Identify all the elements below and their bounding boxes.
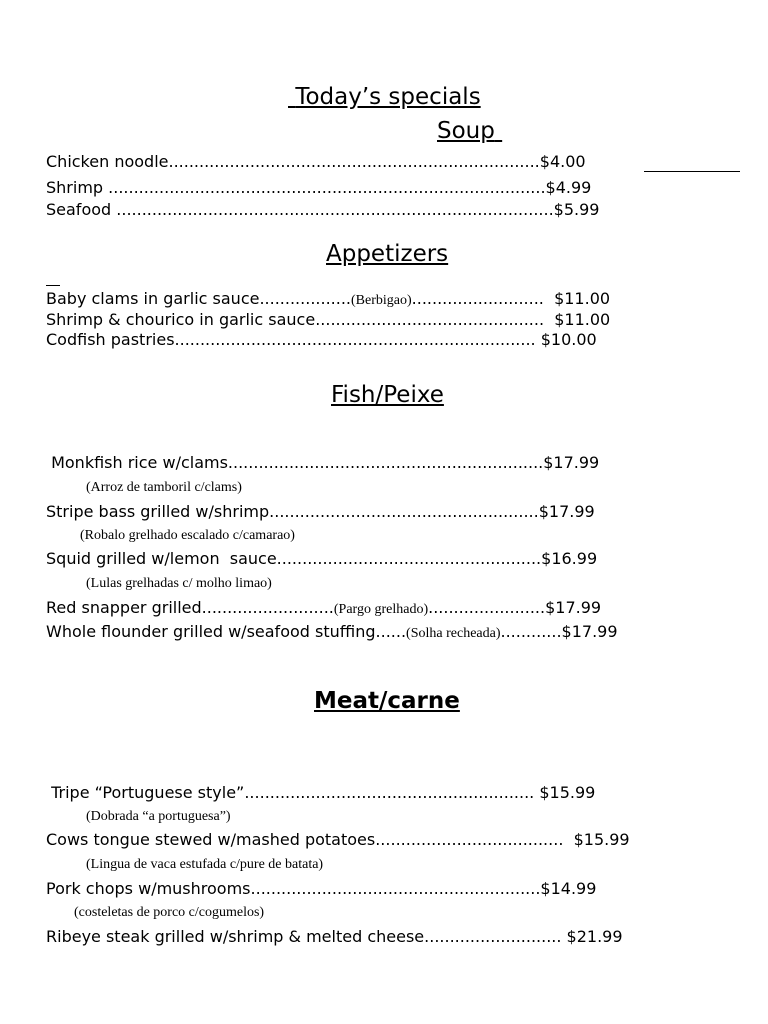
fish-heading: Fish/Peixe — [331, 382, 444, 408]
leader-dots: ......................................................... — [244, 783, 535, 802]
item-price: $4.99 — [545, 178, 592, 197]
underline-rule — [644, 171, 740, 172]
item-price: $4.00 — [539, 152, 586, 171]
item-name: Red snapper grilled — [46, 598, 202, 617]
item-price: $16.99 — [541, 549, 598, 568]
item-name: Codfish pastries — [46, 330, 175, 349]
item-price: $17.99 — [543, 453, 600, 472]
menu-item-whole-flounder — [46, 622, 618, 644]
item-translation: (costeletas de porco c/cogumelos) — [74, 905, 265, 920]
item-price: $11.00 — [543, 289, 611, 308]
item-translation: (Dobrada “a portuguesa”) — [86, 809, 231, 824]
item-price: $17.99 — [561, 622, 618, 641]
leader-dots: ............ — [500, 622, 562, 641]
menu-item-monkfish — [46, 453, 599, 473]
item-price: $15.99 — [563, 830, 630, 849]
item-name: Pork chops w/mushrooms — [46, 879, 251, 898]
item-name: Seafood — [46, 200, 117, 219]
item-price: $17.99 — [545, 598, 602, 617]
leader-dots: ..................................... — [375, 830, 564, 849]
item-name: Tripe “Portuguese style” — [46, 783, 245, 802]
item-translation: (Lingua de vaca estufada c/pure de batata) — [86, 857, 324, 872]
leader-dots: ............................................. — [315, 310, 545, 329]
leader-dots: ..................................................... — [269, 502, 539, 521]
item-price: $10.00 — [535, 330, 597, 349]
item-price: $21.99 — [561, 927, 623, 946]
item-alt-name: (Solha recheada) — [406, 626, 501, 641]
item-price: $11.00 — [544, 310, 611, 329]
item-translation: (Robalo grelhado escalado c/camarao) — [80, 528, 295, 543]
item-name: Stripe bass grilled w/shrimp — [46, 502, 270, 521]
page-title: Today’s specials — [295, 84, 481, 110]
leader-dots: ........................... — [424, 927, 562, 946]
item-alt-name: (Berbigao) — [351, 293, 412, 308]
leader-dots: .................. — [259, 289, 351, 308]
item-price: $15.99 — [534, 783, 596, 802]
leader-dots: ......................................................................... — [168, 152, 540, 171]
menu-item-stripe-bass — [46, 502, 595, 522]
menu-item-squid — [46, 549, 597, 569]
menu-item-baby-clams — [46, 289, 610, 311]
leader-dots: ...... — [375, 622, 407, 641]
item-name: Squid grilled w/lemon sauce — [46, 549, 277, 568]
underline-rule — [46, 285, 60, 286]
soup-heading: Soup — [437, 118, 495, 144]
menu-item-shrimp-soup — [46, 178, 591, 198]
item-name: Baby clams in garlic sauce — [46, 289, 260, 308]
leader-dots: .............................................................. — [227, 453, 544, 472]
leader-dots: ......................................................... — [250, 879, 541, 898]
item-name: Monkfish rice w/clams — [46, 453, 228, 472]
menu-item-pork-chops — [46, 879, 596, 899]
item-name: Shrimp — [46, 178, 109, 197]
menu-item-ribeye-steak — [46, 927, 623, 947]
leader-dots: ....................... — [428, 598, 546, 617]
item-alt-name: (Pargo grelhado) — [333, 602, 429, 617]
menu-item-chicken-noodle — [46, 152, 586, 172]
item-name: Whole flounder grilled w/seafood stuffing — [46, 622, 376, 641]
menu-item-red-snapper — [46, 598, 601, 620]
leader-dots: .................................................... — [276, 549, 542, 568]
menu-item-seafood-soup — [46, 200, 599, 220]
item-name: Shrimp & chourico in garlic sauce — [46, 310, 316, 329]
item-price: $17.99 — [538, 502, 595, 521]
item-price: $5.99 — [553, 200, 600, 219]
item-name: Cows tongue stewed w/mashed potatoes — [46, 830, 376, 849]
leader-dots: ...................................................................................... — [116, 200, 554, 219]
leader-dots: .......................... — [411, 289, 544, 308]
menu-item-tripe — [46, 783, 595, 803]
menu-item-cows-tongue — [46, 830, 630, 850]
leader-dots: .......................... — [201, 598, 334, 617]
item-name: Ribeye steak grilled w/shrimp & melted cheese — [46, 927, 425, 946]
appetizers-heading: Appetizers — [326, 241, 449, 267]
item-translation: (Arroz de tamboril c/clams) — [86, 480, 242, 495]
item-price: $14.99 — [540, 879, 597, 898]
item-name: Chicken noodle — [46, 152, 169, 171]
menu-item-shrimp-chourico — [46, 310, 610, 330]
meat-heading: Meat/carne — [314, 688, 460, 714]
item-translation: (Lulas grelhadas c/ molho limao) — [86, 576, 272, 591]
leader-dots: ....................................................................... — [174, 330, 536, 349]
leader-dots: ...................................................................................... — [108, 178, 546, 197]
menu-item-codfish-pastries — [46, 330, 597, 350]
